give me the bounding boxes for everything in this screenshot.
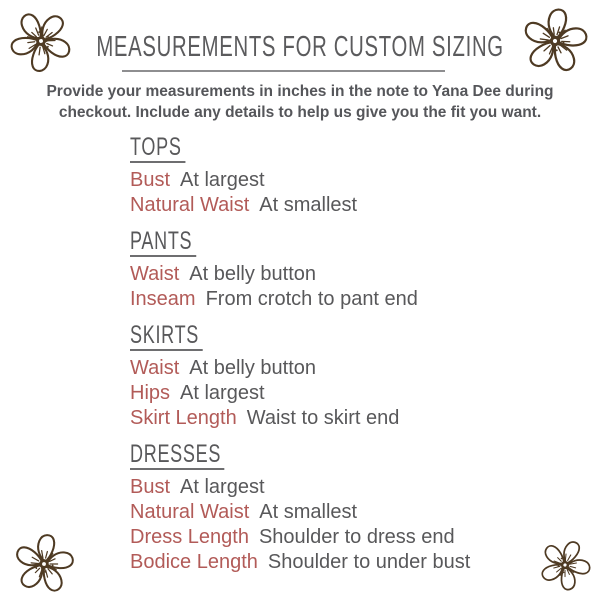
intro-line-2: checkout. Include any details to help us give you the fit you want. (58, 104, 542, 121)
measurement-row (130, 287, 600, 312)
measurement-label: Natural Waist (130, 501, 250, 523)
measurement-row (130, 550, 600, 575)
measurement-label: Hips (130, 382, 171, 404)
section-items (130, 168, 600, 218)
measurement-row (130, 525, 600, 550)
measurement-description: Shoulder to under bust (267, 551, 471, 573)
measurement-row (130, 475, 600, 500)
measurement-description: At largest (180, 169, 265, 191)
measurement-label: Skirt Length (130, 407, 237, 429)
section-heading: PANTS (130, 229, 600, 257)
measurement-label: Waist (130, 263, 180, 285)
measurement-description: At belly button (189, 357, 317, 379)
measurement-row (130, 500, 600, 525)
page-title: MEASUREMENTS FOR CUSTOM SIZING (96, 31, 504, 63)
intro-paragraph (0, 81, 600, 123)
section-items (130, 262, 600, 312)
measurement-label: Bodice Length (130, 551, 258, 573)
flower-blossom-icon (0, 0, 83, 83)
section-items (130, 475, 600, 575)
section-dresses (130, 442, 600, 575)
measurement-description: At largest (180, 382, 265, 404)
measurement-label: Waist (130, 357, 180, 379)
section-heading: TOPS (130, 135, 600, 163)
section-tops (130, 135, 600, 218)
measurement-label: Inseam (130, 288, 196, 310)
intro-line-1: Provide your measurements in inches in the note to Yana Dee during (46, 83, 554, 100)
measurement-label: Bust (130, 169, 171, 191)
measurement-description: At smallest (259, 194, 358, 216)
measurement-label: Dress Length (130, 526, 249, 548)
measurement-description: Waist to skirt end (246, 407, 400, 429)
title-underline (122, 70, 445, 72)
section-heading: DRESSES (130, 442, 600, 470)
measurement-row (130, 193, 600, 218)
measurement-row (130, 356, 600, 381)
measurement-label: Natural Waist (130, 194, 250, 216)
measurement-sections (130, 135, 600, 575)
measurement-description: Shoulder to dress end (258, 526, 455, 548)
section-skirts (130, 323, 600, 431)
measurement-row (130, 381, 600, 406)
section-pants (130, 229, 600, 312)
measurement-description: At largest (180, 476, 265, 498)
measurement-row (130, 168, 600, 193)
measurement-row (130, 262, 600, 287)
measurement-row (130, 406, 600, 431)
measurement-description: At belly button (189, 263, 317, 285)
measurement-description: From crotch to pant end (205, 288, 418, 310)
section-heading: SKIRTS (130, 323, 600, 351)
flower-blossom-icon (531, 531, 598, 598)
section-items (130, 356, 600, 431)
measurement-description: At smallest (259, 501, 358, 523)
measurement-label: Bust (130, 476, 171, 498)
flower-blossom-icon (5, 525, 84, 600)
